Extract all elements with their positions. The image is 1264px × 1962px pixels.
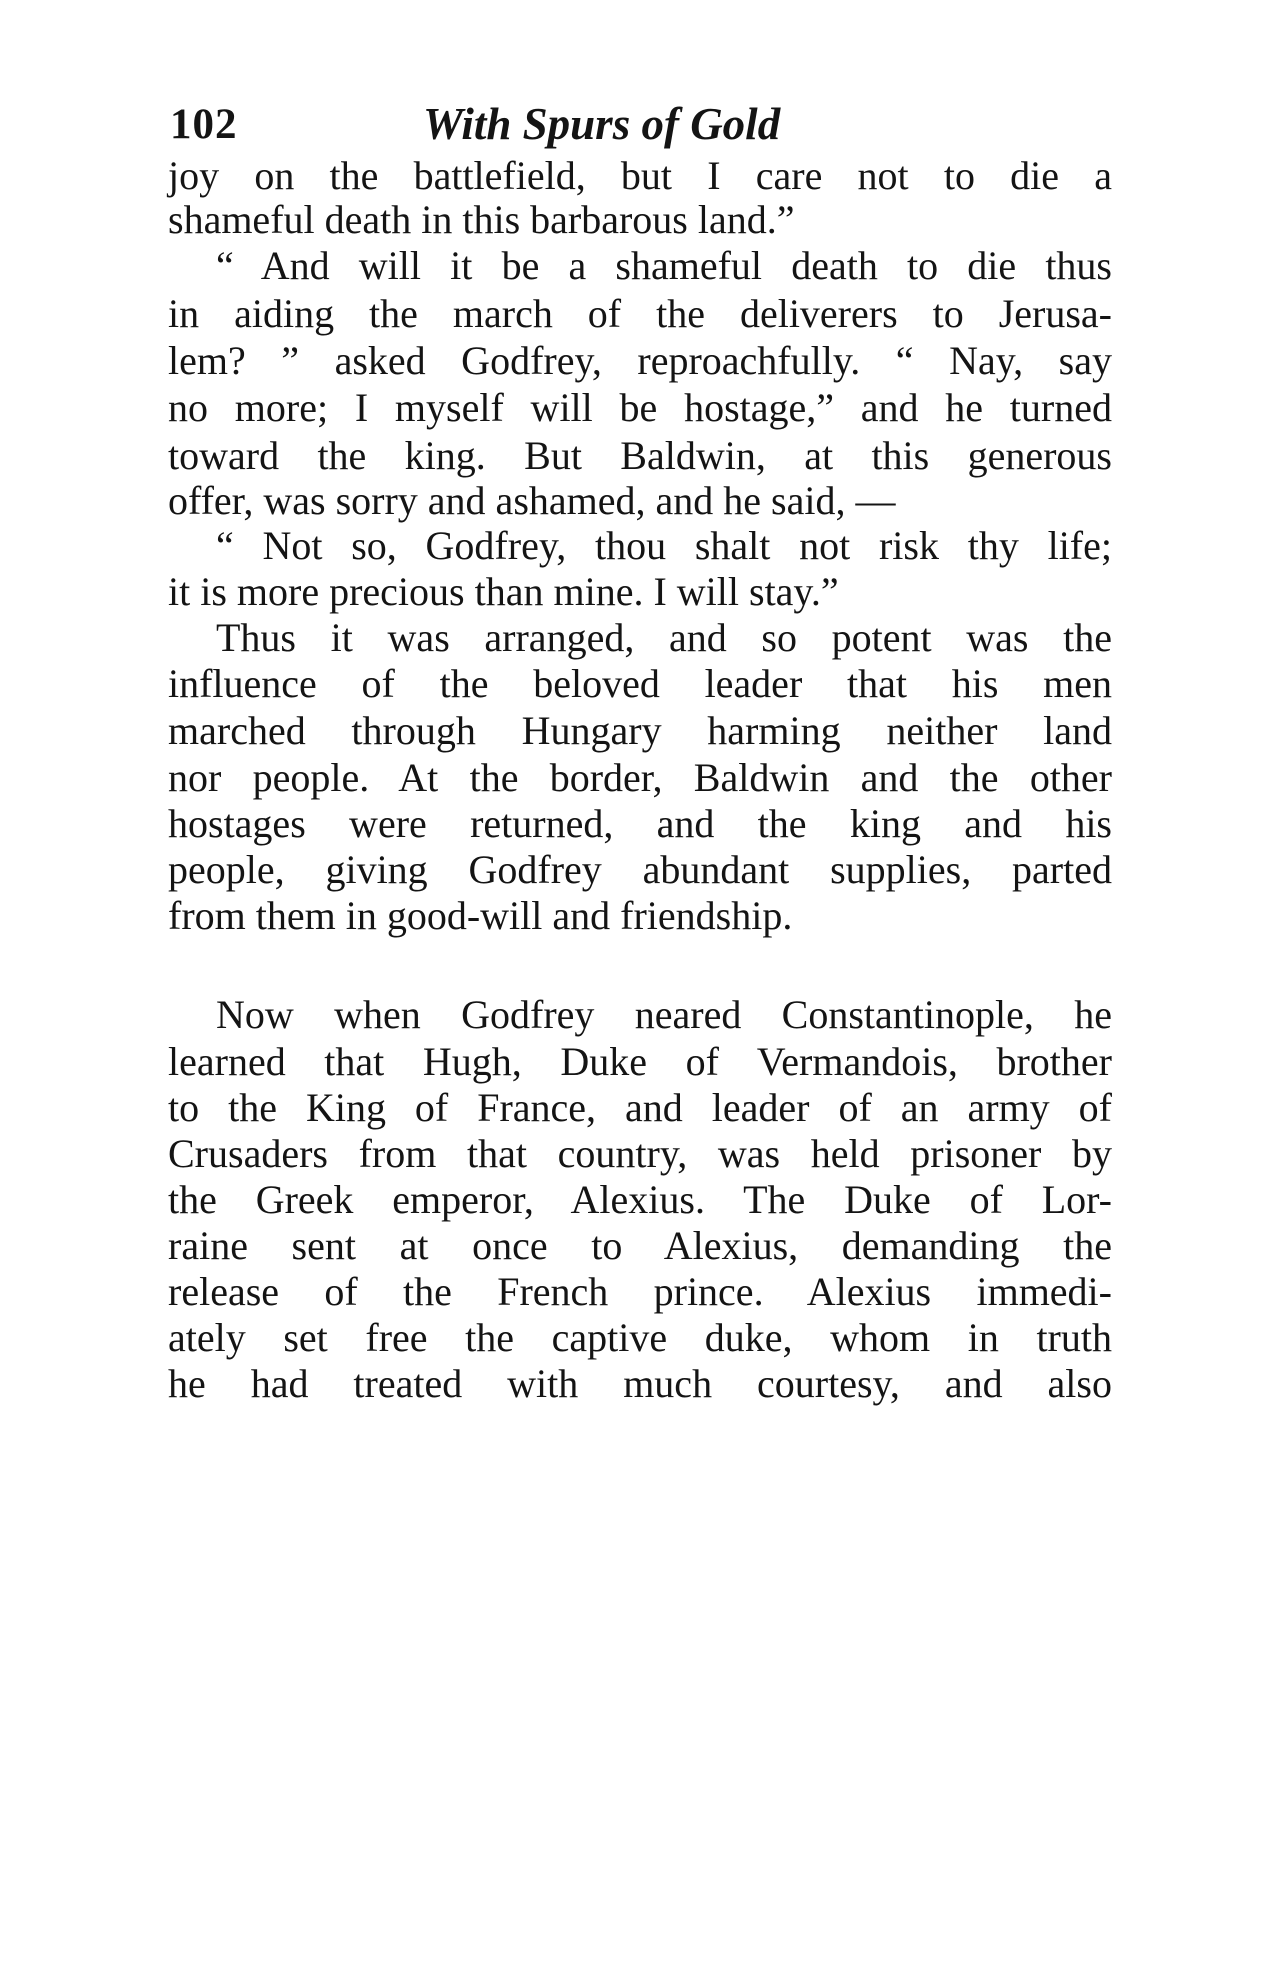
text-line: to the King of France, and leader of an army of xyxy=(168,1085,1112,1130)
text-line: toward the king. But Baldwin, at this generous xyxy=(168,433,1112,478)
text-line: release of the French prince. Alexius immedi- xyxy=(168,1269,1112,1314)
text-line: ately set free the captive duke, whom in truth xyxy=(168,1315,1112,1360)
text-line: no more; I myself will be hostage,” and he turned xyxy=(168,385,1112,430)
text-line: shameful death in this barbarous land.” xyxy=(168,197,795,242)
text-line: “ And will it be a shameful death to die thus xyxy=(216,243,1112,288)
text-line: he had treated with much courtesy, and also xyxy=(168,1361,1112,1406)
text-line: the Greek emperor, Alexius. The Duke of Lor- xyxy=(168,1177,1112,1222)
text-line: Thus it was arranged, and so potent was the xyxy=(216,615,1112,660)
text-line: joy on the battlefield, but I care not to die a xyxy=(168,153,1112,198)
text-line: people, giving Godfrey abundant supplies, parted xyxy=(168,847,1112,892)
running-title: With Spurs of Gold xyxy=(423,99,781,149)
text-line: in aiding the march of the deliverers to Jerusa- xyxy=(168,291,1112,336)
text-line: marched through Hungary harming neither land xyxy=(168,708,1112,753)
text-line: raine sent at once to Alexius, demanding the xyxy=(168,1223,1112,1268)
page-number: 102 xyxy=(170,101,238,148)
page-header xyxy=(170,100,1120,160)
text-line: Crusaders from that country, was held prisoner by xyxy=(168,1131,1112,1176)
text-line: it is more precious than mine. I will stay.” xyxy=(168,569,839,614)
text-line: nor people. At the border, Baldwin and the other xyxy=(168,755,1112,800)
text-line: lem? ” asked Godfrey, reproachfully. “ Nay, say xyxy=(168,338,1112,383)
text-line: hostages were returned, and the king and his xyxy=(168,801,1112,846)
text-line: Now when Godfrey neared Constantinople, he xyxy=(216,992,1112,1037)
text-line: offer, was sorry and ashamed, and he said, — xyxy=(168,478,896,523)
text-line: influence of the beloved leader that his men xyxy=(168,661,1112,706)
text-line: learned that Hugh, Duke of Vermandois, brother xyxy=(168,1039,1112,1084)
text-line: from them in good-will and friendship. xyxy=(168,893,793,938)
text-line: “ Not so, Godfrey, thou shalt not risk thy life; xyxy=(216,523,1112,568)
